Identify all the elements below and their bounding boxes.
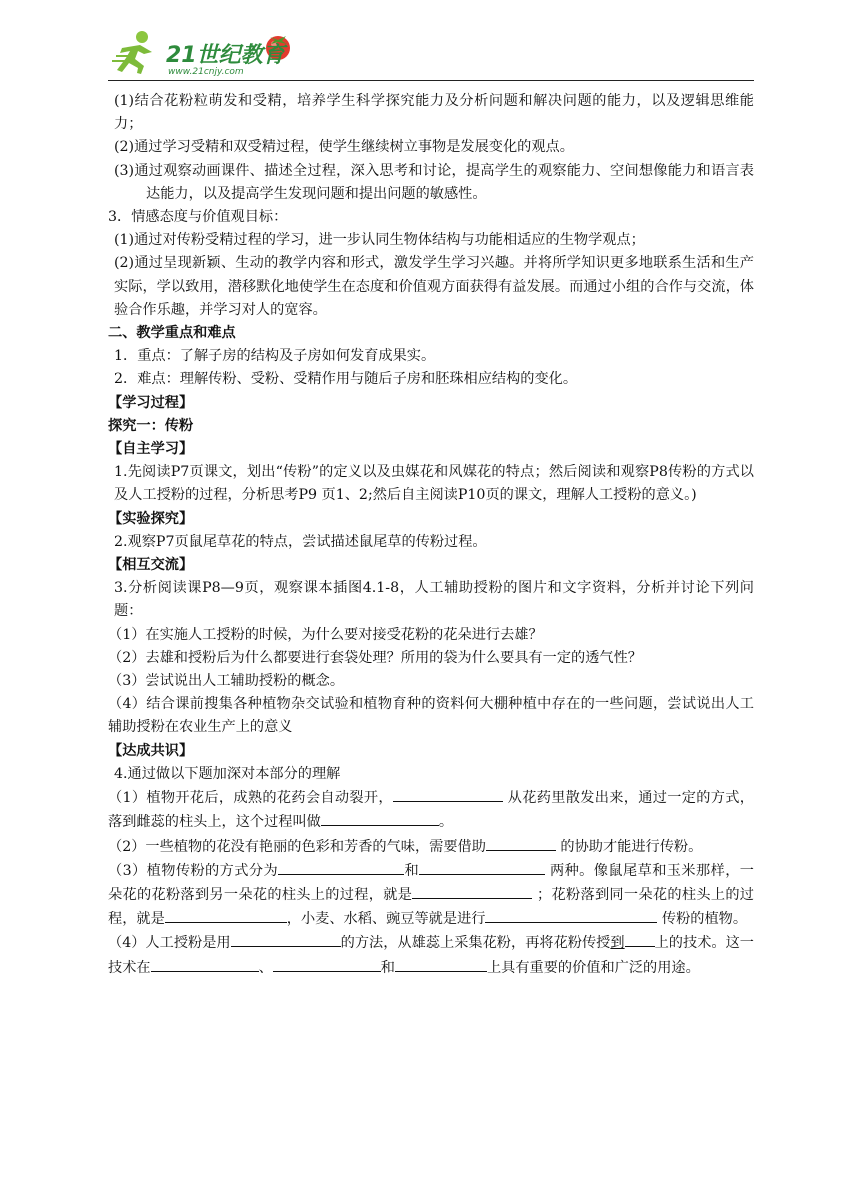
para: 4.通过做以下题加深对本部分的理解 [114, 765, 341, 782]
para: 2．难点：理解传粉、受粉、受精作用与随后子房和胚珠相应结构的变化。 [114, 371, 578, 388]
answer-blank[interactable] [273, 956, 381, 972]
answer-blank[interactable] [278, 859, 404, 875]
question-3: （3）植物传粉的方式分为 和 两种。像鼠尾草和玉米那样，一朵花的花粉落到另一朵花的柱头上的过程，就是 ；花粉落到同一朵花的柱头上的过程，就是 ，小麦、水稻、豌豆等就是进行 传粉的植物。 [108, 859, 754, 932]
runner-icon [112, 31, 152, 74]
answer-blank[interactable] [395, 956, 487, 972]
section-heading: 【实验探究】 [108, 510, 194, 527]
para: （1）在实施人工授粉的时候，为什么要对接受花粉的花朵进行去雄？ [108, 626, 543, 643]
page-header [108, 28, 756, 80]
logo-url: www.21cnjy.com [168, 67, 244, 77]
answer-blank[interactable] [231, 931, 341, 947]
answer-blank[interactable] [151, 956, 259, 972]
para: (1)通过对传粉受精过程的学习，进一步认同生物体结构与功能相适应的生物学观点； [114, 232, 645, 249]
para: 2.观察P7页鼠尾草花的特点，尝试描述鼠尾草的传粉过程。 [114, 533, 487, 550]
para: 1．重点：了解子房的结构及子房如何发育成果实。 [114, 348, 436, 365]
section-heading: 【自主学习】 [108, 441, 194, 458]
para: 1.先阅读P7页课文，划出“传粉”的定义以及虫媒花和风媒花的特点；然后阅读和观察P8传粉的方式以及人工授粉的过程，分析思考P9 页1、2;然后自主阅读P10页的课文，理解人工授粉的意义。) [114, 464, 754, 504]
para: (3)通过观察动画课件、描述全过程，深入思考和讨论，提高学生的观察能力、空间想像能力和语言表达能力，以及提高学生发现问题和提出问题的敏感性。 [114, 162, 754, 202]
section-heading: 探究一：传粉 [108, 417, 194, 434]
answer-blank[interactable] [485, 907, 657, 923]
answer-blank[interactable] [165, 907, 287, 923]
para: (2)通过学习受精和双受精过程，使学生继续树立事物是发展变化的观点。 [114, 139, 574, 156]
section-heading: 【相互交流】 [108, 557, 194, 574]
section-heading: 【达成共识】 [108, 742, 194, 759]
para: (2)通过呈现新颖、生动的教学内容和形式，激发学生学习兴趣。并将所学知识更多地联系生活和生产实际，学以致用，潜移默化地使学生在态度和价值观方面获得有益发展。而通过小组的合作与交流，体验合作乐趣，并学习对人的宽容。 [114, 255, 754, 318]
answer-blank[interactable] [486, 835, 556, 851]
para: 3．情感态度与价值观目标： [108, 209, 288, 226]
para: (1)结合花粉粒萌发和受精，培养学生科学探究能力及分析问题和解决问题的能力，以及逻辑思维能力； [114, 93, 754, 133]
answer-blank[interactable] [419, 859, 545, 875]
para: 3.分析阅读课P8—9页，观察课本插图4.1-8，人工辅助授粉的图片和文字资料，分析并讨论下列问题： [114, 580, 754, 620]
logo [108, 28, 318, 78]
document-body [108, 90, 754, 980]
question-2: （2）一些植物的花没有艳丽的色彩和芳香的气味，需要借助 的协助才能进行传粉。 [108, 835, 754, 859]
logo-text: 21世纪教育 [166, 43, 285, 68]
answer-blank[interactable] [625, 931, 655, 947]
para: （4）结合课前搜集各种植物杂交试验和植物育种的资料何大棚种植中存在的一些问题，尝试说出人工辅助授粉在农业生产上的意义 [108, 696, 754, 736]
answer-blank[interactable] [412, 883, 532, 899]
section-heading: 【学习过程】 [108, 394, 194, 411]
question-1: （1）植物开花后，成熟的花药会自动裂开， 从花药里散发出来，通过一定的方式，落到雌蕊的柱头上，这个过程叫做 。 [108, 786, 754, 834]
answer-blank[interactable] [321, 810, 439, 826]
answer-blank[interactable] [393, 786, 503, 802]
question-4: （4）人工授粉是用 的方法，从雄蕊上采集花粉，再将花粉传授到 上的技术。这一技术在 、 和 上具有重要的价值和广泛的用途。 [108, 931, 754, 979]
section-heading: 二、教学重点和难点 [108, 325, 236, 342]
header-rule [108, 80, 754, 81]
para: （2）去雄和授粉后为什么都要进行套袋处理？所用的袋为什么要具有一定的透气性？ [108, 649, 642, 666]
para: （3）尝试说出人工辅助授粉的概念。 [108, 673, 345, 690]
